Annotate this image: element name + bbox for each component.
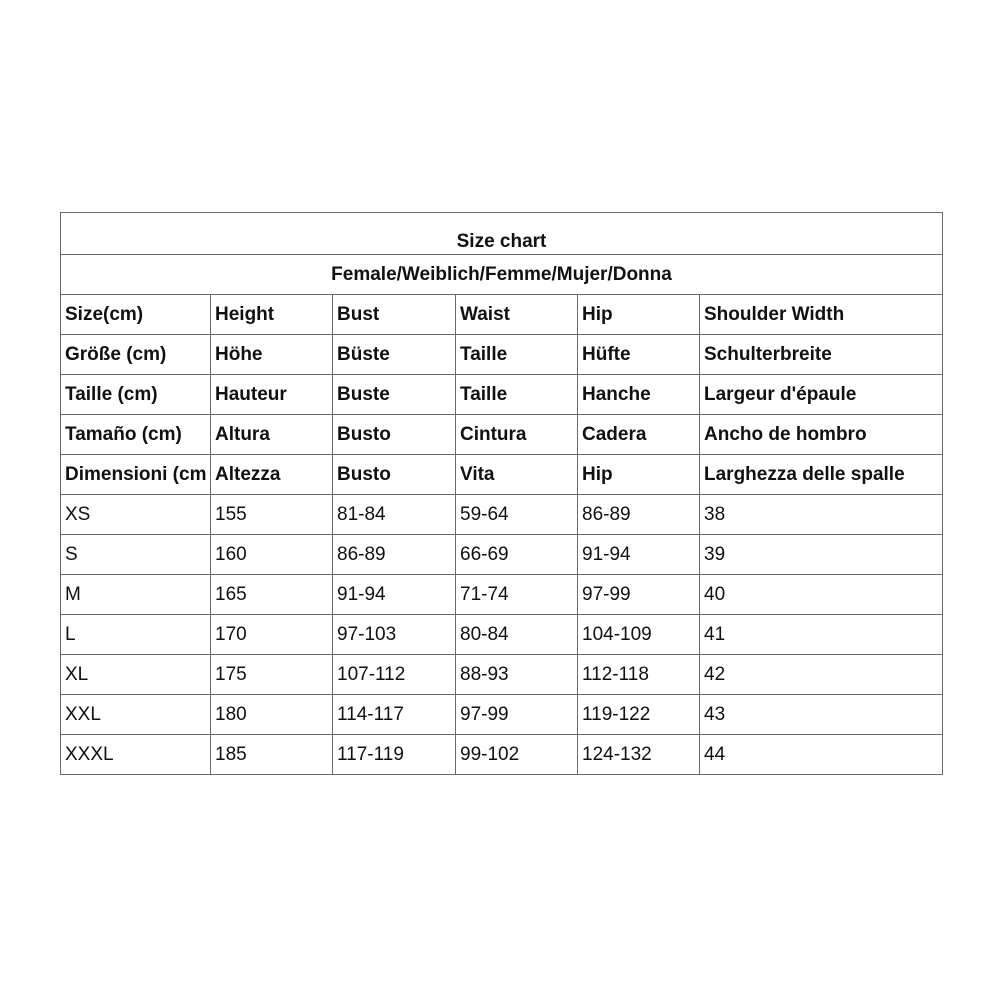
header-cell-height: Hauteur <box>211 375 333 415</box>
header-cell-bust: Buste <box>333 375 456 415</box>
cell-shoulder-width: 38 <box>700 495 943 535</box>
cell-hip: 119-122 <box>578 695 700 735</box>
table-row <box>61 495 943 535</box>
header-cell-height: Altezza <box>211 455 333 495</box>
cell-height: 155 <box>211 495 333 535</box>
chart-title: Size chart <box>61 213 943 255</box>
cell-waist: 80-84 <box>456 615 578 655</box>
header-cell-size: Größe (cm) <box>61 335 211 375</box>
table-row <box>61 735 943 775</box>
cell-height: 170 <box>211 615 333 655</box>
header-cell-height: Height <box>211 295 333 335</box>
cell-bust: 97-103 <box>333 615 456 655</box>
header-cell-height: Höhe <box>211 335 333 375</box>
cell-size: S <box>61 535 211 575</box>
header-cell-waist: Cintura <box>456 415 578 455</box>
header-cell-hip: Hüfte <box>578 335 700 375</box>
cell-size: L <box>61 615 211 655</box>
cell-bust: 107-112 <box>333 655 456 695</box>
table-row <box>61 615 943 655</box>
header-cell-waist: Vita <box>456 455 578 495</box>
cell-bust: 91-94 <box>333 575 456 615</box>
cell-hip: 124-132 <box>578 735 700 775</box>
cell-size: XXL <box>61 695 211 735</box>
size-chart-table <box>60 212 943 775</box>
cell-size: M <box>61 575 211 615</box>
cell-size: XS <box>61 495 211 535</box>
header-cell-shoulder-width: Larghezza delle spalle <box>700 455 943 495</box>
header-cell-shoulder-width: Ancho de hombro <box>700 415 943 455</box>
header-cell-hip: Hip <box>578 295 700 335</box>
header-cell-waist: Taille <box>456 375 578 415</box>
cell-waist: 88-93 <box>456 655 578 695</box>
cell-bust: 81-84 <box>333 495 456 535</box>
cell-shoulder-width: 44 <box>700 735 943 775</box>
cell-height: 185 <box>211 735 333 775</box>
table-row <box>61 695 943 735</box>
title-row <box>61 213 943 255</box>
chart-subtitle: Female/Weiblich/Femme/Mujer/Donna <box>61 255 943 295</box>
cell-hip: 91-94 <box>578 535 700 575</box>
cell-bust: 117-119 <box>333 735 456 775</box>
table-row <box>61 575 943 615</box>
header-cell-size: Dimensioni (cm <box>61 455 211 495</box>
cell-waist: 66-69 <box>456 535 578 575</box>
cell-waist: 99-102 <box>456 735 578 775</box>
header-label-row <box>61 455 943 495</box>
cell-waist: 97-99 <box>456 695 578 735</box>
header-cell-size: Tamaño (cm) <box>61 415 211 455</box>
cell-hip: 112-118 <box>578 655 700 695</box>
cell-size: XL <box>61 655 211 695</box>
cell-shoulder-width: 42 <box>700 655 943 695</box>
cell-shoulder-width: 40 <box>700 575 943 615</box>
header-cell-shoulder-width: Shoulder Width <box>700 295 943 335</box>
cell-bust: 114-117 <box>333 695 456 735</box>
cell-bust: 86-89 <box>333 535 456 575</box>
cell-height: 175 <box>211 655 333 695</box>
cell-height: 180 <box>211 695 333 735</box>
header-cell-waist: Taille <box>456 335 578 375</box>
cell-hip: 104-109 <box>578 615 700 655</box>
header-label-row <box>61 415 943 455</box>
cell-height: 160 <box>211 535 333 575</box>
header-cell-size: Size(cm) <box>61 295 211 335</box>
cell-hip: 97-99 <box>578 575 700 615</box>
cell-size: XXXL <box>61 735 211 775</box>
table-row <box>61 655 943 695</box>
header-label-row <box>61 295 943 335</box>
header-label-row <box>61 375 943 415</box>
header-cell-shoulder-width: Schulterbreite <box>700 335 943 375</box>
header-cell-size: Taille (cm) <box>61 375 211 415</box>
subtitle-row <box>61 255 943 295</box>
header-cell-bust: Büste <box>333 335 456 375</box>
header-cell-hip: Cadera <box>578 415 700 455</box>
size-chart-body <box>61 213 943 775</box>
table-row <box>61 535 943 575</box>
header-cell-shoulder-width: Largeur d'épaule <box>700 375 943 415</box>
header-cell-bust: Bust <box>333 295 456 335</box>
header-cell-bust: Busto <box>333 455 456 495</box>
header-cell-height: Altura <box>211 415 333 455</box>
header-label-row <box>61 335 943 375</box>
header-cell-waist: Waist <box>456 295 578 335</box>
header-cell-hip: Hanche <box>578 375 700 415</box>
header-cell-bust: Busto <box>333 415 456 455</box>
cell-shoulder-width: 39 <box>700 535 943 575</box>
cell-height: 165 <box>211 575 333 615</box>
cell-shoulder-width: 43 <box>700 695 943 735</box>
cell-waist: 59-64 <box>456 495 578 535</box>
cell-shoulder-width: 41 <box>700 615 943 655</box>
header-cell-hip: Hip <box>578 455 700 495</box>
cell-waist: 71-74 <box>456 575 578 615</box>
cell-hip: 86-89 <box>578 495 700 535</box>
